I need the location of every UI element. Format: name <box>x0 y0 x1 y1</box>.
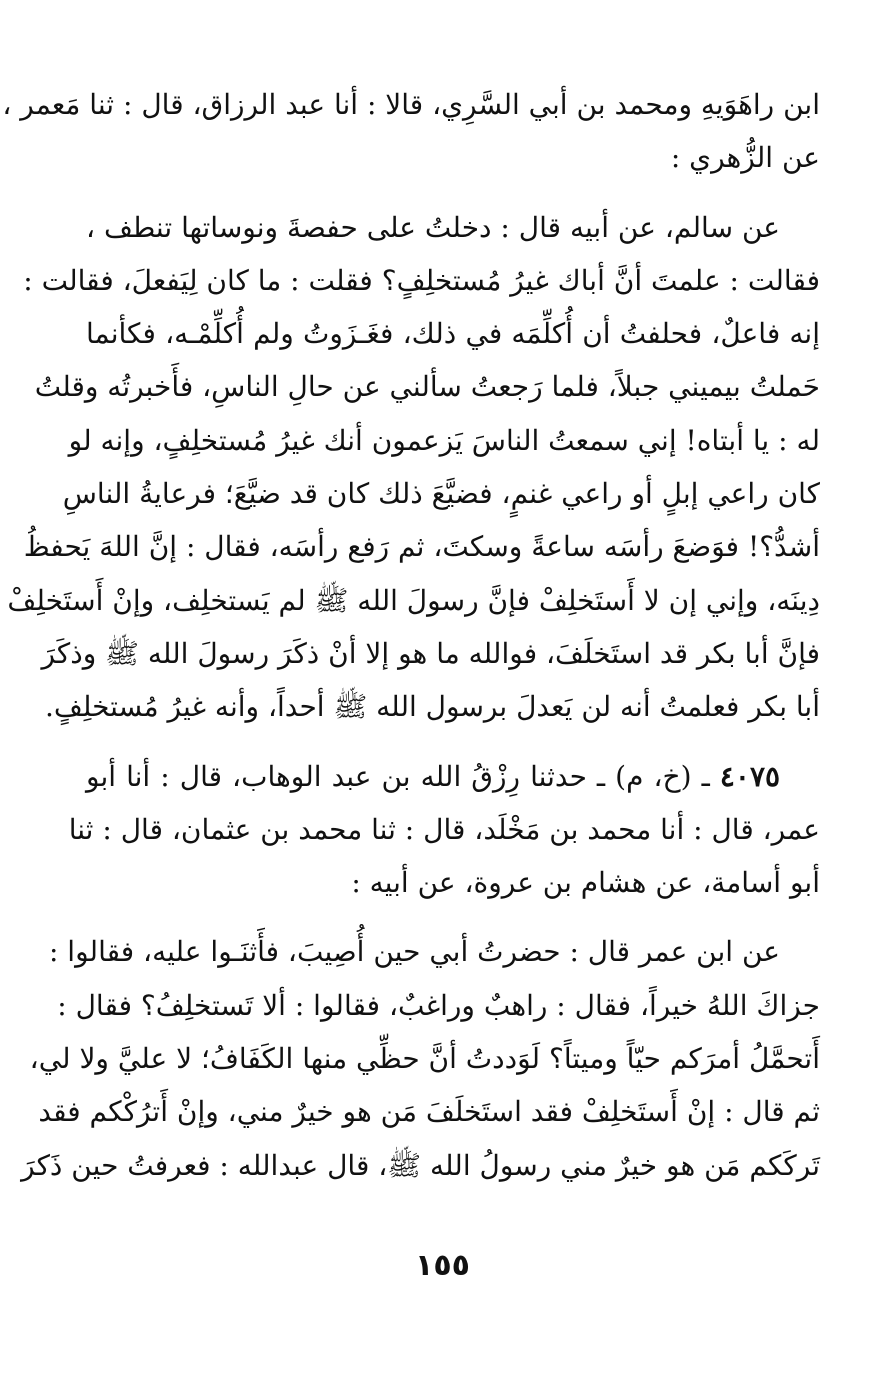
text-line: تَركَكم مَن هو خيرٌ مني رسولُ الله ﷺ، قال عبدالله : فعرفتُ حين ذَكرَ <box>21 1148 820 1182</box>
text-line: كان راعي إبلٍ أو راعي غنمٍ، فضيَّعَ ذلك كان قد ضيَّعَ؛ فرعايةُ الناسِ <box>62 477 820 511</box>
text-line <box>86 750 820 803</box>
text-line: عمر، قال : أنا محمد بن مَخْلَد، قال : ثنا محمد بن عثمان، قال : ثنا <box>68 812 820 846</box>
text-line: حَملتُ بيميني جبلاً، فلما رَجعتُ سألني عن حالِ الناسِ، فأَخبرتُه وقلتُ <box>34 370 820 404</box>
text-segment: ـ (خ، م) ـ حدثنا رِزْقُ الله بن عبد الوهاب، قال : أنا أبو <box>86 759 710 793</box>
text-line: فقالت : علمتَ أنَّ أباك غيرُ مُستخلِفٍ؟ فقلت : ما كان لِيَفعلَ، فقالت : <box>23 263 820 297</box>
paragraph-hadith-4075 <box>68 750 820 910</box>
hadith-number: ٤٠٧٥ <box>719 759 781 793</box>
page-body <box>2 78 820 1192</box>
paragraph-matn-1 <box>7 201 820 734</box>
paragraph-matn-2 <box>21 925 820 1191</box>
page-number: ١٥٥ <box>415 1248 470 1283</box>
text-line: ابن راهَوَيهِ ومحمد بن أبي السَّرِي، قالا : أنا عبد الرزاق، قال : ثنا مَعمر ، <box>2 88 820 121</box>
text-line: عن ابن عمر قال : حضرتُ أبي حين أُصِيبَ، فأَثنَـوا عليه، فقالوا : <box>48 935 780 969</box>
text-line: جزاكَ اللهُ خيراً، فقال : راهبٌ وراغبٌ، فقالوا : ألا تَستخلِفُ؟ فقال : <box>57 988 820 1022</box>
text-line: أَتحمَّلُ أمرَكم حيّاً وميتاً؟ لَوَددتُ أنَّ حظِّي منها الكَفَافُ؛ لا عليَّ ولا لي، <box>29 1042 820 1076</box>
text-line: له : يا أبتاه! إني سمعتُ الناسَ يَزعمون أنك غيرُ مُستخلِفٍ، وإنه لو <box>68 423 820 457</box>
text-line: أبو أسامة، عن هشام بن عروة، عن أبيه : <box>351 866 820 900</box>
paragraph-isnad-1 <box>2 78 820 185</box>
text-line: عن الزُّهري : <box>670 141 820 175</box>
text-line: دِينَه، وإني إن لا أَستَخلِفْ فإنَّ رسولَ الله ﷺ لم يَستخلِف، وإنْ أَستَخلِفْ <box>7 583 820 617</box>
text-line: أشدُّ؟! فوَضعَ رأسَه ساعةً وسكتَ، ثم رَفع رأسَه، فقال : إنَّ اللهَ يَحفظُ <box>23 530 820 564</box>
text-line: فإنَّ أبا بكر قد استَخلَفَ، فوالله ما هو إلا أنْ ذكَرَ رسولَ الله ﷺ وذكَرَ <box>41 636 820 670</box>
text-line: أبا بكر فعلمتُ أنه لن يَعدلَ برسول الله ﷺ أحداً، وأنه غيرُ مُستخلِفٍ. <box>44 690 820 724</box>
text-line: ثم قال : إنْ أَستَخلِفْ فقد استَخلَفَ مَن هو خيرٌ مني، وإنْ أَترُكْكم فقد <box>38 1095 820 1129</box>
text-line: إنه فاعلٌ، فحلفتُ أن أُكلِّمَه في ذلك، فغَـزَوتُ ولم أُكلِّمْـه، فكأنما <box>86 317 820 351</box>
text-line: عن سالم، عن أبيه قال : دخلتُ على حفصةَ ونوساتها تنطف ، <box>86 210 780 244</box>
